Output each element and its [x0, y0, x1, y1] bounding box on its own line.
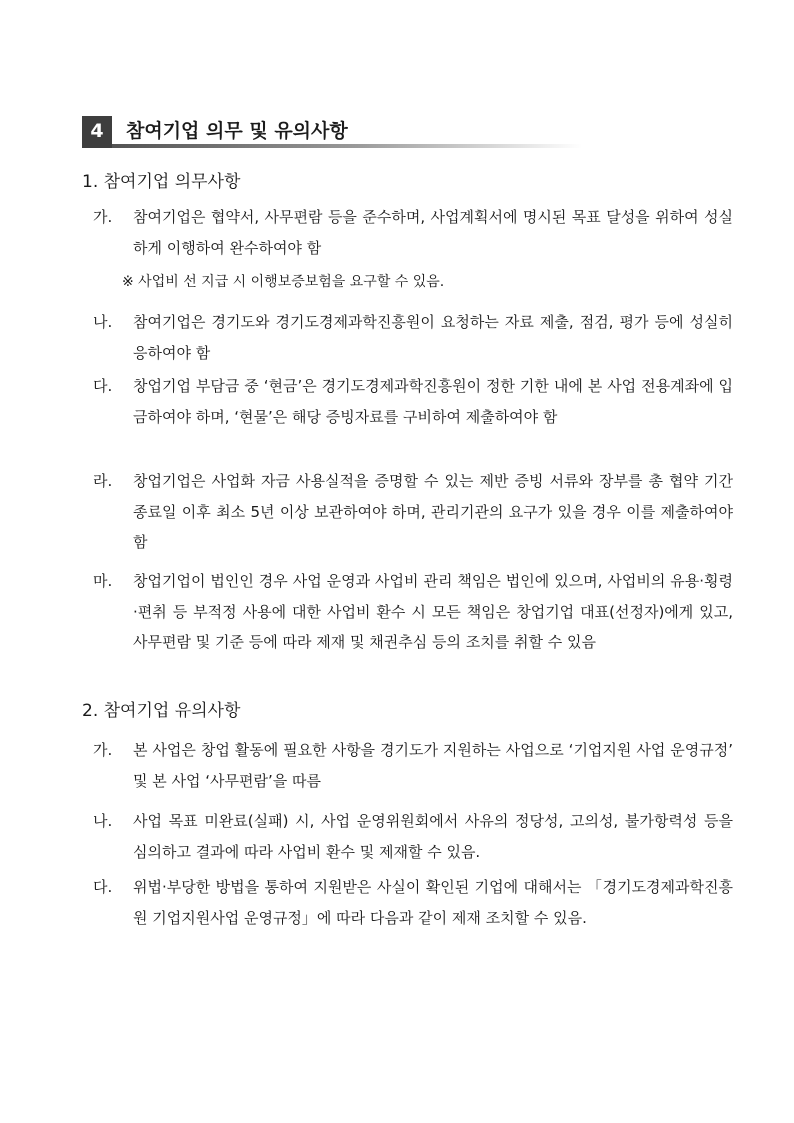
- part1-item-ma: [93, 566, 733, 658]
- part2-item-ga: [93, 735, 733, 796]
- item-text: 위법·부당한 방법을 통하여 지원받은 사실이 확인된 기업에 대해서는 「경기도경제과학진흥원 기업지원사업 운영규정」에 따라 다음과 같이 제재 조치할 수 있음.: [133, 878, 733, 927]
- item-text: 사업 목표 미완료(실패) 시, 사업 운영위원회에서 사유의 정당성, 고의성, 불가항력성 등을 심의하고 결과에 따라 사업비 환수 및 제재할 수 있음.: [133, 812, 733, 861]
- item-marker: 다.: [93, 377, 113, 395]
- part1-item-na: [93, 307, 733, 368]
- item-marker: 가.: [93, 741, 113, 759]
- section-title: 참여기업 의무 및 유의사항: [126, 120, 348, 142]
- part1-item-da: [93, 371, 733, 432]
- part1-note: ※ 사업비 선 지급 시 이행보증보험을 요구할 수 있음.: [122, 274, 445, 290]
- item-marker: 라.: [93, 472, 113, 490]
- item-text: 창업기업은 사업화 자금 사용실적을 증명할 수 있는 제반 증빙 서류와 장부를 총 협약 기간 종료일 이후 최소 5년 이상 보관하여야 하며, 관리기관의 요구가 있을 경우 이를 제출하여야 함: [133, 472, 733, 551]
- item-text: 참여기업은 경기도와 경기도경제과학진흥원이 요청하는 자료 제출, 점검, 평가 등에 성실히 응하여야 함: [133, 313, 733, 362]
- item-text: 본 사업은 창업 활동에 필요한 사항을 경기도가 지원하는 사업으로 ‘기업지원 사업 운영규정’ 및 본 사업 ‘사무편람’을 따름: [133, 741, 733, 790]
- part1-heading: 1. 참여기업 의무사항: [82, 172, 241, 192]
- item-marker: 나.: [93, 812, 113, 830]
- item-marker: 마.: [93, 572, 113, 590]
- item-text: 창업기업이 법인인 경우 사업 운영과 사업비 관리 책임은 법인에 있으며, 사업비의 유용·횡령·편취 등 부적정 사용에 대한 사업비 환수 시 모든 책임은 창업기업 대표(선정자)에게 있고, 사무편람 및 기준 등에 따라 제재 및 채권추심 등의 조치를 취할 수 있음: [133, 572, 733, 651]
- part1-item-ga: [93, 202, 733, 263]
- section-header: [82, 116, 582, 148]
- part2-heading: 2. 참여기업 유의사항: [82, 701, 241, 721]
- item-text: 참여기업은 협약서, 사무편람 등을 준수하며, 사업계획서에 명시된 목표 달성을 위하여 성실하게 이행하여 완수하여야 함: [133, 208, 733, 257]
- item-marker: 나.: [93, 313, 113, 331]
- item-marker: 다.: [93, 878, 113, 896]
- item-text: 창업기업 부담금 중 ‘현금’은 경기도경제과학진흥원이 정한 기한 내에 본 사업 전용계좌에 입금하여야 하며, ‘현물’은 해당 증빙자료를 구비하여 제출하여야 함: [133, 377, 733, 426]
- part2-item-na: [93, 806, 733, 867]
- part1-item-ra: [93, 466, 733, 558]
- part2-item-da: [93, 872, 733, 933]
- section-number-badge: 4: [82, 116, 112, 148]
- item-marker: 가.: [93, 208, 113, 226]
